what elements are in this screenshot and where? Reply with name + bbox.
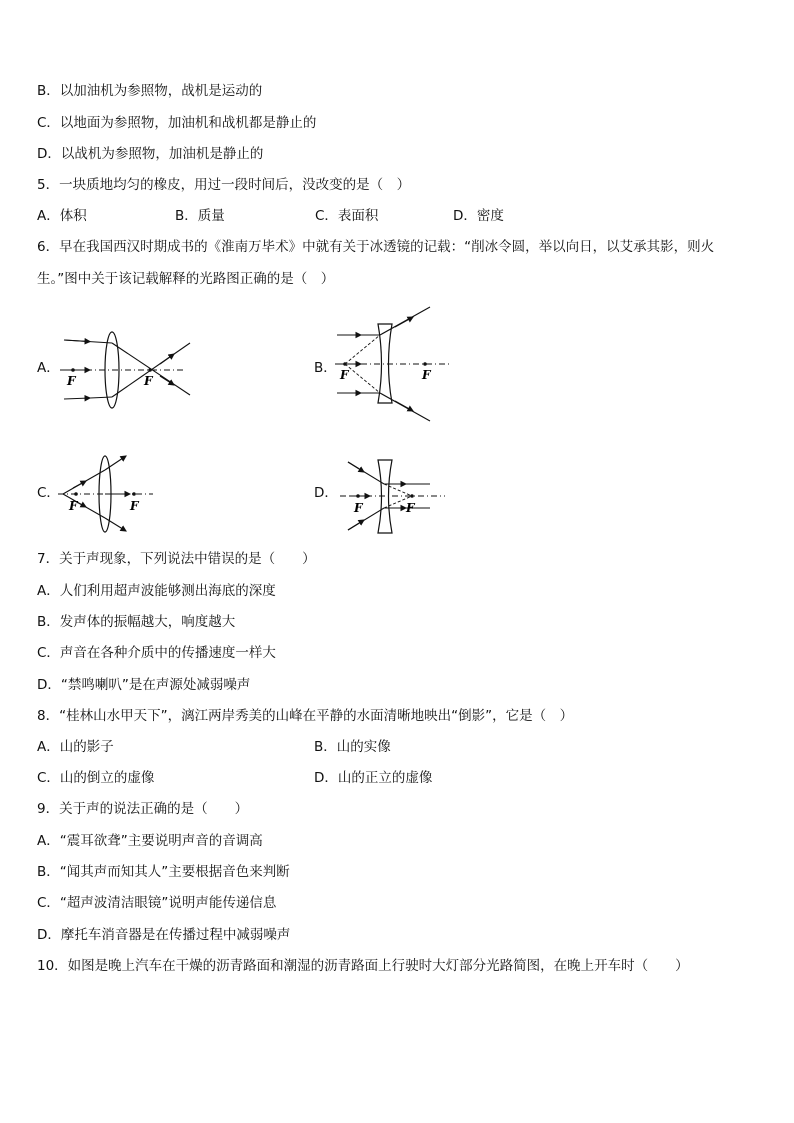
q6-d-focus-right: F [406, 501, 415, 515]
q9-option-c: C．“超声波清洁眼镜”说明声能传递信息 [37, 895, 277, 911]
q9-option-a: A．“震耳欲聋”主要说明声音的音调高 [37, 833, 263, 849]
q4-option-b: B．以加油机为参照物，战机是运动的 [37, 83, 263, 99]
q6-diagram-d [340, 456, 450, 536]
q6-a-focus-left: F [67, 374, 76, 388]
q9-stem: 9．关于声的说法正确的是（ ） [37, 801, 249, 817]
q6-option-b-label: B． [314, 360, 337, 376]
q8-option-a: A．山的影子 [37, 739, 114, 755]
q7-option-c: C．声音在各种介质中的传播速度一样大 [37, 645, 276, 661]
q8-option-c: C．山的倒立的虚像 [37, 770, 155, 786]
q6-diagram-c [58, 452, 158, 532]
q6-b-focus-left: F [340, 368, 349, 382]
q8-option-b: B．山的实像 [314, 739, 391, 755]
q5-stem: 5．一块质地均匀的橡皮，用过一段时间后，没改变的是（ ） [37, 177, 411, 193]
q8-option-d: D．山的正立的虚像 [314, 770, 433, 786]
q10-stem: 10．如图是晚上汽车在干燥的沥青路面和潮湿的沥青路面上行驶时大灯部分光路简图，在晚上开车时（ ） [37, 958, 689, 974]
q7-option-b: B．发声体的振幅越大，响度越大 [37, 614, 236, 630]
q4-option-d: D．以战机为参照物，加油机是静止的 [37, 146, 264, 162]
q5-option-b: B．质量 [175, 208, 225, 224]
q6-stem-line2: 生。”图中关于该记载解释的光路图正确的是（ ） [37, 271, 335, 287]
q4-option-c: C．以地面为参照物，加油机和战机都是静止的 [37, 115, 317, 131]
q6-b-focus-right: F [422, 368, 431, 382]
q6-c-focus-left: F [69, 499, 78, 513]
q6-diagram-b [335, 305, 455, 427]
q5-option-c: C．表面积 [315, 208, 379, 224]
q6-a-focus-right: F [144, 374, 153, 388]
q8-stem: 8．“桂林山水甲天下”，漓江两岸秀美的山峰在平静的水面清晰地映出“倒影”，它是（ ） [37, 708, 574, 724]
q9-option-b: B．“闻其声而知其人”主要根据音色来判断 [37, 864, 290, 880]
q5-option-d: D．密度 [453, 208, 504, 224]
q7-option-d: D．“禁鸣喇叭”是在声源处减弱噪声 [37, 677, 251, 693]
q6-option-d-label: D． [314, 485, 338, 501]
q7-stem: 7．关于声现象，下列说法中错误的是（ ） [37, 551, 316, 567]
q6-diagram-a [60, 325, 200, 415]
q6-d-focus-left: F [354, 501, 363, 515]
q6-c-focus-right: F [130, 499, 139, 513]
q7-option-a: A．人们利用超声波能够测出海底的深度 [37, 583, 276, 599]
q6-stem-line1: 6．早在我国西汉时期成书的《淮南万毕术》中就有关于冰透镜的记载：“削冰令圆，举以向日，以艾承其影，则火 [37, 239, 715, 255]
q9-option-d: D．摩托车消音器是在传播过程中减弱噪声 [37, 927, 291, 943]
q6-option-c-label: C． [37, 485, 60, 501]
q6-option-a-label: A． [37, 360, 60, 376]
q5-option-a: A．体积 [37, 208, 87, 224]
